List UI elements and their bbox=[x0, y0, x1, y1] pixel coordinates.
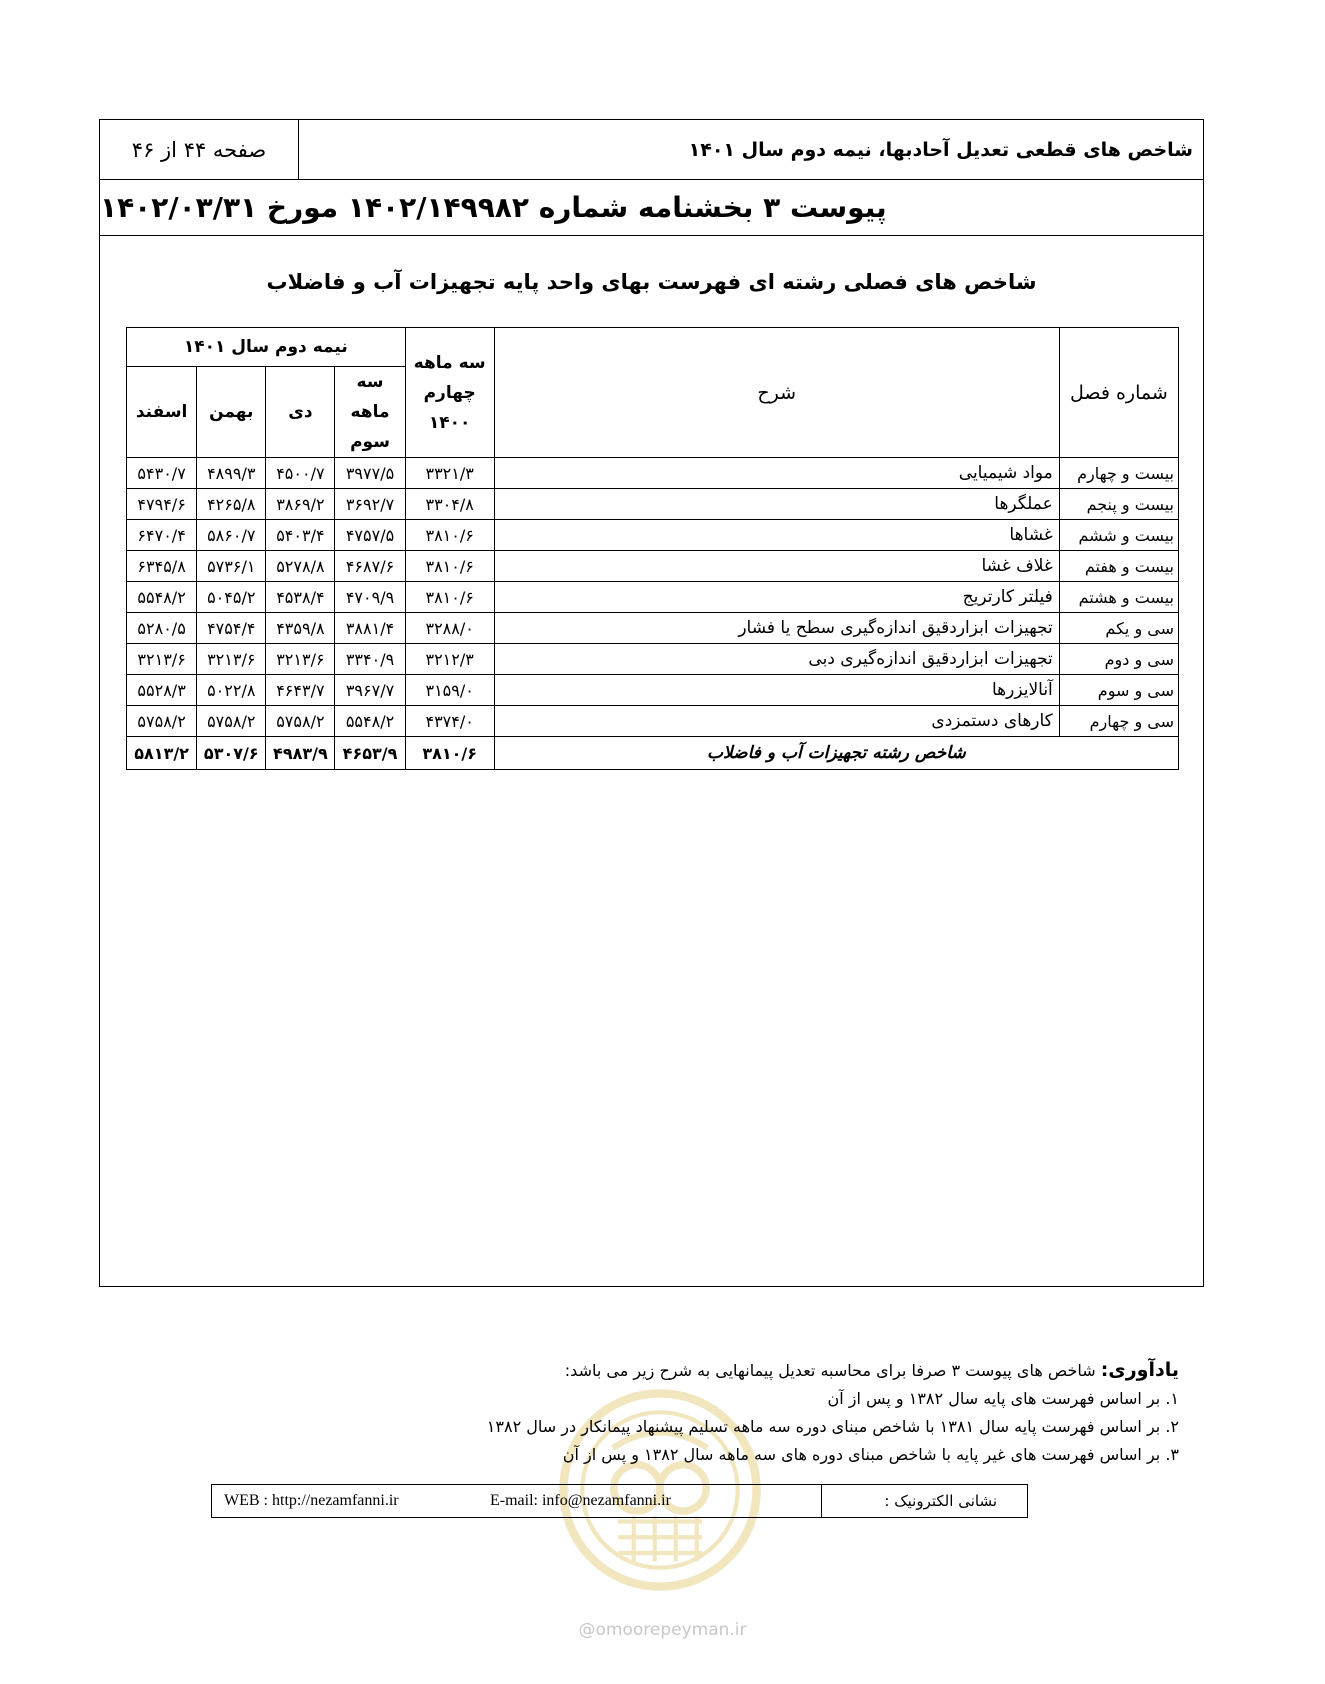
cell-bahman: ۵۸۶۰/۷ bbox=[197, 520, 266, 551]
cell-esfand: ۳۲۱۳/۶ bbox=[127, 644, 197, 675]
notes-item: ۲. بر اساس فهرست پایه سال ۱۳۸۱ با شاخص مبنای دوره سه ماهه تسلیم پیشنهاد پیمانکار در سال ۱۳۸۲ bbox=[486, 1417, 1179, 1436]
table-row bbox=[127, 675, 1179, 706]
cell-bahman: ۵۰۲۲/۸ bbox=[197, 675, 266, 706]
header-esfand: اسفند bbox=[127, 367, 197, 458]
table-row bbox=[127, 458, 1179, 489]
cell-chapter: بیست و ششم bbox=[1059, 520, 1178, 551]
cell-total-dey: ۴۹۸۳/۹ bbox=[266, 737, 335, 770]
web-link[interactable]: WEB : http://nezamfanni.ir bbox=[224, 1492, 399, 1509]
cell-esfand: ۴۷۹۴/۶ bbox=[127, 489, 197, 520]
cell-dey: ۴۳۵۹/۸ bbox=[266, 613, 335, 644]
cell-q4: ۳۸۱۰/۶ bbox=[405, 520, 494, 551]
cell-bahman: ۴۸۹۹/۳ bbox=[197, 458, 266, 489]
cell-chapter: بیست و چهارم bbox=[1059, 458, 1178, 489]
cell-chapter: بیست و پنجم bbox=[1059, 489, 1178, 520]
table-row bbox=[127, 706, 1179, 737]
cell-esfand: ۶۴۷۰/۴ bbox=[127, 520, 197, 551]
cell-q4: ۳۸۱۰/۶ bbox=[405, 582, 494, 613]
header-q4-1400 bbox=[405, 328, 494, 458]
header-dey: دی bbox=[266, 367, 335, 458]
cell-dey: ۴۵۰۰/۷ bbox=[266, 458, 335, 489]
cell-chapter: سی و دوم bbox=[1059, 644, 1178, 675]
cell-q4: ۳۳۲۱/۳ bbox=[405, 458, 494, 489]
cell-q4: ۳۱۵۹/۰ bbox=[405, 675, 494, 706]
header-chapter: شماره فصل bbox=[1059, 328, 1178, 458]
header-q4-1400-label: سه ماهه چهارم ۱۴۰۰ bbox=[413, 352, 486, 433]
page-number: صفحه ۴۴ از ۴۶ bbox=[100, 120, 299, 179]
contact-divider bbox=[821, 1485, 822, 1517]
cell-chapter: بیست و هفتم bbox=[1059, 551, 1178, 582]
table-row bbox=[127, 644, 1179, 675]
cell-esfand: ۵۵۲۸/۳ bbox=[127, 675, 197, 706]
header-group-1401: نیمه دوم سال ۱۴۰۱ bbox=[127, 328, 406, 367]
notes-header bbox=[279, 1356, 1179, 1385]
watermark-text: @omoorepeyman.ir bbox=[578, 1620, 747, 1640]
header-bahman: بهمن bbox=[197, 367, 266, 458]
cell-total-q4: ۳۸۱۰/۶ bbox=[405, 737, 494, 770]
cell-desc: فیلتر کارتریج bbox=[494, 582, 1059, 613]
cell-q3: ۳۹۶۷/۷ bbox=[335, 675, 405, 706]
cell-desc: تجهیزات ابزاردقیق اندازه‌گیری سطح یا فشار bbox=[494, 613, 1059, 644]
cell-total-desc: شاخص رشته تجهیزات آب و فاضلاب bbox=[494, 737, 1178, 770]
cell-desc: غلاف غشا bbox=[494, 551, 1059, 582]
cell-dey: ۳۲۱۳/۶ bbox=[266, 644, 335, 675]
cell-desc: آنالایزرها bbox=[494, 675, 1059, 706]
header-row bbox=[100, 120, 1203, 180]
contact-box bbox=[211, 1484, 1028, 1518]
cell-q3: ۳۶۹۲/۷ bbox=[335, 489, 405, 520]
table-row bbox=[127, 520, 1179, 551]
table-row bbox=[127, 613, 1179, 644]
page-frame bbox=[99, 119, 1204, 1287]
table-row bbox=[127, 582, 1179, 613]
header-q3 bbox=[335, 367, 405, 458]
cell-desc: تجهیزات ابزاردقیق اندازه‌گیری دبی bbox=[494, 644, 1059, 675]
cell-dey: ۳۸۶۹/۲ bbox=[266, 489, 335, 520]
header-desc: شرح bbox=[494, 328, 1059, 458]
cell-bahman: ۵۷۵۸/۲ bbox=[197, 706, 266, 737]
notes-item: ۳. بر اساس فهرست های غیر پایه با شاخص مبنای دوره های سه ماهه سال ۱۳۸۲ و پس از آن bbox=[562, 1445, 1179, 1464]
table-row bbox=[127, 489, 1179, 520]
table-row bbox=[127, 551, 1179, 582]
cell-esfand: ۶۳۴۵/۸ bbox=[127, 551, 197, 582]
cell-chapter: سی و یکم bbox=[1059, 613, 1178, 644]
cell-q3: ۵۵۴۸/۲ bbox=[335, 706, 405, 737]
cell-chapter: سی و چهارم bbox=[1059, 706, 1178, 737]
cell-q4: ۳۲۱۲/۳ bbox=[405, 644, 494, 675]
cell-q3: ۳۸۸۱/۴ bbox=[335, 613, 405, 644]
table-title: شاخص های فصلی رشته ای فهرست بهای واحد پایه تجهیزات آب و فاضلاب bbox=[266, 270, 1037, 294]
contact-label: نشانی الکترونیک : bbox=[884, 1492, 997, 1510]
cell-total-bahman: ۵۳۰۷/۶ bbox=[197, 737, 266, 770]
cell-total-esfand: ۵۸۱۳/۲ bbox=[127, 737, 197, 770]
cell-chapter: سی و سوم bbox=[1059, 675, 1178, 706]
notes-title: یادآوری: bbox=[1100, 1359, 1179, 1381]
cell-q3: ۴۶۸۷/۶ bbox=[335, 551, 405, 582]
cell-q4: ۴۳۷۴/۰ bbox=[405, 706, 494, 737]
cell-bahman: ۴۷۵۴/۴ bbox=[197, 613, 266, 644]
cell-q3: ۴۷۵۷/۵ bbox=[335, 520, 405, 551]
cell-q4: ۳۸۱۰/۶ bbox=[405, 551, 494, 582]
cell-esfand: ۵۵۴۸/۲ bbox=[127, 582, 197, 613]
cell-desc: عملگرها bbox=[494, 489, 1059, 520]
circular-title: پیوست ۳ بخشنامه شماره ۱۴۰۲/۱۴۹۹۸۲ مورخ ۱۴۰۲/۰۳/۳۱ bbox=[100, 180, 1203, 236]
cell-q3: ۴۷۰۹/۹ bbox=[335, 582, 405, 613]
notes-item: ۱. بر اساس فهرست های پایه سال ۱۳۸۲ و پس از آن bbox=[827, 1389, 1179, 1408]
cell-total-q3: ۴۶۵۳/۹ bbox=[335, 737, 405, 770]
email-link[interactable]: E-mail: info@nezamfanni.ir bbox=[490, 1492, 671, 1509]
cell-dey: ۵۷۵۸/۲ bbox=[266, 706, 335, 737]
cell-q3: ۳۹۷۷/۵ bbox=[335, 458, 405, 489]
cell-dey: ۴۵۳۸/۴ bbox=[266, 582, 335, 613]
cell-dey: ۴۶۴۳/۷ bbox=[266, 675, 335, 706]
cell-desc: غشاها bbox=[494, 520, 1059, 551]
cell-bahman: ۵۰۴۵/۲ bbox=[197, 582, 266, 613]
cell-desc: مواد شیمیایی bbox=[494, 458, 1059, 489]
cell-q4: ۳۲۸۸/۰ bbox=[405, 613, 494, 644]
cell-q4: ۳۳۰۴/۸ bbox=[405, 489, 494, 520]
notes-block bbox=[279, 1356, 1179, 1469]
cell-chapter: بیست و هشتم bbox=[1059, 582, 1178, 613]
cell-q3: ۳۳۴۰/۹ bbox=[335, 644, 405, 675]
cell-desc: کارهای دستمزدی bbox=[494, 706, 1059, 737]
cell-bahman: ۵۷۳۶/۱ bbox=[197, 551, 266, 582]
cell-esfand: ۵۷۵۸/۲ bbox=[127, 706, 197, 737]
cell-bahman: ۴۲۶۵/۸ bbox=[197, 489, 266, 520]
document-title: شاخص های قطعی تعدیل آحادبها، نیمه دوم سال ۱۴۰۱ bbox=[688, 138, 1193, 161]
cell-esfand: ۵۲۸۰/۵ bbox=[127, 613, 197, 644]
index-table bbox=[126, 327, 1179, 770]
cell-dey: ۵۲۷۸/۸ bbox=[266, 551, 335, 582]
cell-bahman: ۳۲۱۳/۶ bbox=[197, 644, 266, 675]
table-total-row bbox=[127, 737, 1179, 770]
header-q3-label: سه ماهه سوم bbox=[350, 372, 390, 452]
cell-dey: ۵۴۰۳/۴ bbox=[266, 520, 335, 551]
notes-intro: شاخص های پیوست ۳ صرفا برای محاسبه تعدیل پیمانهایی به شرح زیر می باشد: bbox=[564, 1361, 1096, 1380]
cell-esfand: ۵۴۳۰/۷ bbox=[127, 458, 197, 489]
